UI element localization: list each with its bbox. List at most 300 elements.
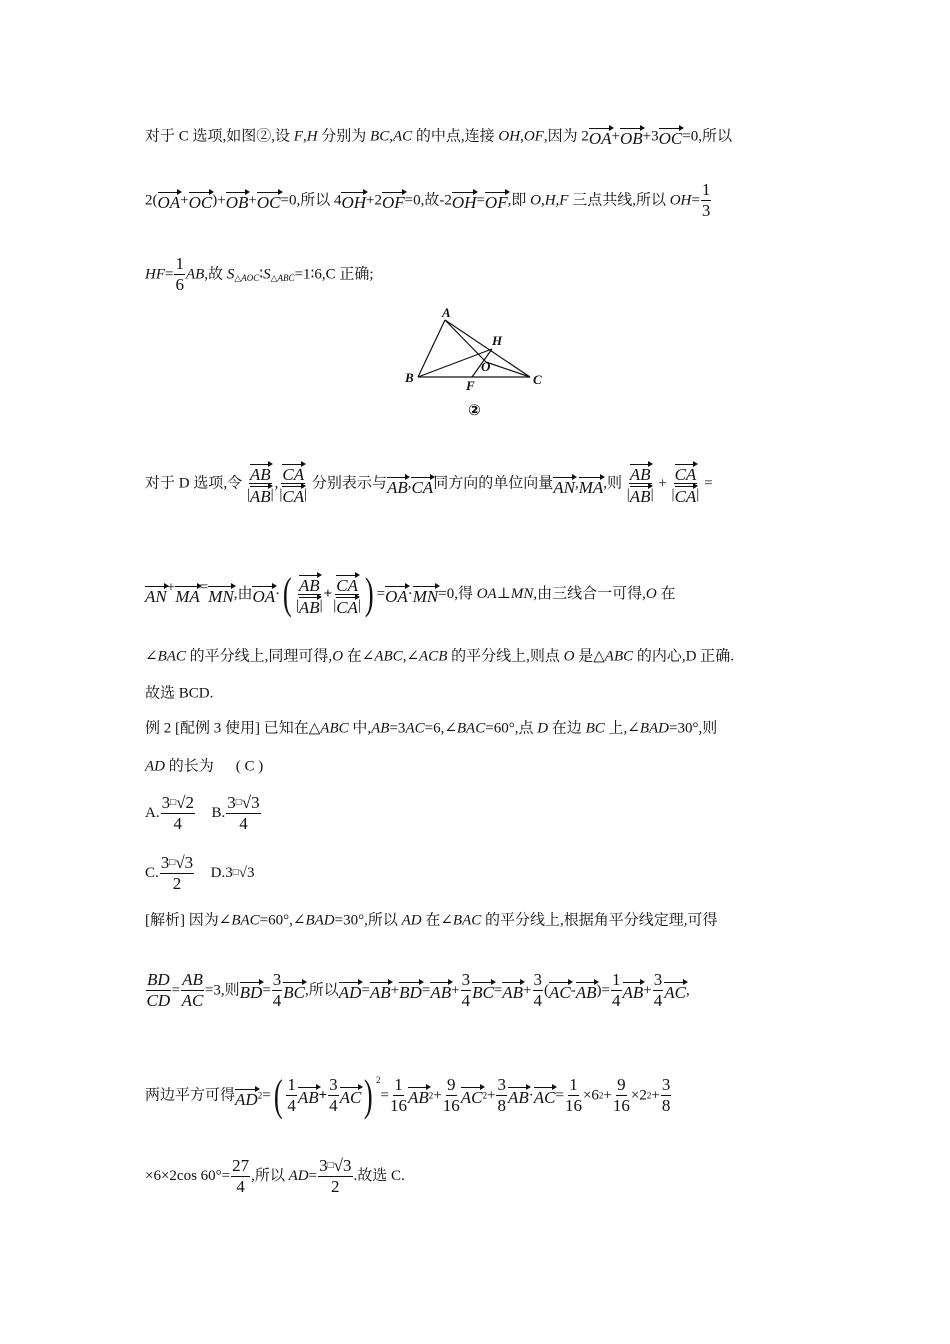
example-2-question-2 <box>145 756 263 777</box>
var: BAC <box>452 912 482 929</box>
text: =0,故-2 <box>404 192 452 209</box>
numerator: BD <box>147 970 170 989</box>
var: O <box>645 586 657 602</box>
text: 3 <box>160 853 170 873</box>
var: BAC <box>456 720 486 737</box>
var: S <box>263 266 271 283</box>
numerator: 1 <box>701 180 711 199</box>
unit-vector-CA <box>333 573 361 616</box>
text: = <box>165 266 174 283</box>
unit-vector-AB <box>247 462 274 505</box>
text: =30°,所以 <box>334 912 402 929</box>
var: O <box>332 648 344 665</box>
numerator: 1 <box>394 1075 403 1095</box>
vector: AC <box>664 980 686 1001</box>
denominator: 16 <box>442 1096 460 1116</box>
subscript: △AOC <box>234 272 260 283</box>
text: | <box>696 486 700 503</box>
text: ×2 <box>630 1087 647 1104</box>
text: =1∶6,C 正确; <box>294 266 374 283</box>
text: 3 <box>161 793 171 813</box>
var: H <box>306 128 318 145</box>
numerator: AB <box>182 970 203 989</box>
vector: OA <box>252 584 275 605</box>
text: ,所以 <box>305 982 339 999</box>
numerator: 3 <box>653 970 663 989</box>
vector: AB <box>576 980 597 1001</box>
solution-line-3 <box>145 254 374 295</box>
text: 的长为 <box>165 758 214 775</box>
text: + <box>487 1087 496 1104</box>
superscript: 2 <box>428 1090 434 1101</box>
denominator: 16 <box>612 1096 630 1116</box>
denominator: 4 <box>533 991 543 1010</box>
vector: OC <box>257 190 281 211</box>
var: OH <box>498 128 521 145</box>
text: ,由 <box>233 586 253 602</box>
text: | <box>333 597 337 613</box>
vector: OB <box>226 190 249 211</box>
vector: AB <box>299 595 320 616</box>
text: 分别为 <box>317 128 371 145</box>
text: ×6 <box>582 1087 599 1104</box>
numerator: 3 <box>497 1075 506 1095</box>
text: 中, <box>348 720 372 737</box>
radical-icon: √ <box>238 865 248 882</box>
numerator: 3 <box>272 970 282 989</box>
var: MN <box>510 586 534 602</box>
text: + <box>318 1087 328 1104</box>
text: ,则 <box>603 475 623 492</box>
text: | <box>671 486 675 503</box>
var: AD <box>145 758 165 775</box>
text: = <box>376 586 386 602</box>
text: 的内心,D 正确. <box>633 648 734 665</box>
text: ⊥ <box>496 586 511 602</box>
vector: MA <box>579 475 604 496</box>
example-2-question <box>145 718 717 739</box>
radical-icon: √ <box>175 853 185 873</box>
superscript: 2 <box>598 1090 604 1101</box>
text: ×6×2cos 60°= <box>145 1168 231 1185</box>
label-C: C <box>533 372 542 387</box>
text: | <box>626 486 630 503</box>
fraction <box>390 1075 407 1116</box>
vector: CA <box>675 484 697 505</box>
text: + <box>611 128 620 145</box>
text: ) <box>596 982 602 999</box>
vector: AB <box>370 980 391 1001</box>
text: | <box>319 597 323 613</box>
text: + <box>658 475 667 492</box>
option-A-label: A. <box>145 805 160 822</box>
text: □ <box>327 1160 334 1172</box>
vector: AB <box>630 462 651 483</box>
text: □ <box>235 797 242 809</box>
vector: CA <box>411 475 433 496</box>
text: =3,则 <box>204 982 240 999</box>
var: BAD <box>639 720 669 737</box>
text: = <box>601 982 610 999</box>
text: = <box>199 579 209 596</box>
text: 两边平方可得 <box>145 1087 236 1104</box>
vector: MN <box>208 584 234 605</box>
var: AC <box>392 128 413 145</box>
radical-icon: √ <box>333 1156 343 1176</box>
superscript: 2 <box>376 1075 381 1085</box>
text: 在∠ <box>343 648 375 665</box>
var: OH <box>669 192 692 209</box>
denominator: 8 <box>661 1096 671 1116</box>
text: = <box>691 192 700 209</box>
text: , <box>302 128 307 145</box>
fraction <box>461 970 472 1011</box>
answer: ( C ) <box>235 758 264 775</box>
analysis-line-3 <box>145 1070 672 1118</box>
left-paren: ( <box>273 1070 283 1120</box>
numerator: 1 <box>287 1075 296 1095</box>
text: 3 <box>343 1156 352 1176</box>
var: ABC <box>320 720 349 737</box>
subscript: △ABC <box>270 272 295 283</box>
var: AB <box>185 266 205 283</box>
denominator: 8 <box>497 1096 506 1116</box>
vector: AC <box>549 980 571 1001</box>
fraction <box>181 970 204 1011</box>
text: 3 <box>227 793 236 813</box>
text: =0,得 <box>438 586 477 602</box>
text: =30°,则 <box>668 720 718 737</box>
vector: AB <box>623 980 644 1001</box>
option-D-label: D.3 <box>210 865 233 882</box>
left-paren: ( <box>283 569 292 618</box>
text: + <box>166 579 176 596</box>
vector: OF <box>485 190 508 211</box>
denominator: AC <box>181 991 204 1010</box>
text: - <box>570 982 576 999</box>
denominator: 6 <box>175 275 184 294</box>
numerator: 1 <box>175 254 184 273</box>
option-C-value <box>160 852 194 894</box>
text: ,由三线合一可得, <box>533 586 646 602</box>
vector: AN <box>145 584 167 605</box>
fraction <box>443 1075 460 1116</box>
text: [解析] 因为∠ <box>145 912 232 929</box>
text: | <box>304 486 308 503</box>
vector: CA <box>336 595 358 616</box>
text: , <box>520 128 524 145</box>
vector: AC <box>534 1085 556 1106</box>
fraction <box>328 1075 339 1116</box>
label-A: A <box>442 305 451 320</box>
superscript: 2 <box>257 1090 263 1101</box>
numerator: 1 <box>569 1075 578 1095</box>
vector: CA <box>336 573 358 594</box>
var: OF <box>523 128 544 145</box>
text: □ <box>170 797 177 809</box>
text: )+ <box>212 192 226 209</box>
vector: AB <box>408 1085 429 1106</box>
unit-vector-AB <box>627 462 654 505</box>
text: □ <box>232 867 239 879</box>
denominator: 4 <box>653 991 663 1010</box>
text: + <box>603 1087 612 1104</box>
text: ,即 <box>507 192 531 209</box>
vector: AB <box>299 573 320 594</box>
denominator: 16 <box>564 1096 582 1116</box>
var: BC <box>370 128 390 145</box>
var: HF <box>145 266 165 283</box>
text: | <box>357 597 361 613</box>
text: +2 <box>366 192 382 209</box>
text: 同方向的单位向量 <box>433 475 554 492</box>
var: BC <box>585 720 605 737</box>
text: =60°,点 <box>485 720 538 737</box>
solution-line-2 <box>145 180 712 221</box>
text: | <box>270 486 274 503</box>
text: 对于 C 选项,如图②,设 <box>145 128 294 145</box>
analysis-line-1 <box>145 910 718 931</box>
vector: OF <box>382 190 405 211</box>
numerator: 3 <box>533 970 543 989</box>
numerator: 9 <box>447 1075 456 1095</box>
text: 例 2 [配例 3 使用] 已知在△ <box>145 720 321 737</box>
numerator: 1 <box>612 970 621 989</box>
fraction <box>661 1075 672 1116</box>
fraction <box>231 1156 250 1197</box>
var: BAD <box>305 912 335 929</box>
text: + <box>643 982 652 999</box>
vector: AB <box>430 980 451 1001</box>
var: O <box>563 648 575 665</box>
text: | <box>295 597 299 613</box>
text: = <box>476 192 485 209</box>
text: | <box>279 486 283 503</box>
text: 在边 <box>548 720 586 737</box>
text: | <box>246 486 250 503</box>
vector: AC <box>461 1085 483 1106</box>
text: 3 <box>184 853 194 873</box>
vector: AD <box>235 1087 258 1108</box>
text: =0,所以 4 <box>280 192 342 209</box>
option-B-value <box>226 792 260 834</box>
vector: AB <box>502 980 523 1001</box>
vector: OH <box>341 190 366 211</box>
text: ( <box>544 982 550 999</box>
solution-line-6 <box>145 646 734 667</box>
text: + <box>390 982 400 999</box>
option-B-label: B. <box>211 805 226 822</box>
text: =6,∠ <box>424 720 457 737</box>
text: 的平分线上,同理可得, <box>185 648 333 665</box>
solution-line-7 <box>145 683 213 704</box>
var: ABC <box>374 648 403 665</box>
options-row-1 <box>145 792 262 834</box>
label-F: F <box>466 378 475 393</box>
text: + <box>248 192 257 209</box>
numerator: 3 <box>329 1075 338 1095</box>
option-A-value <box>161 792 195 834</box>
text: 分别表示与 <box>311 475 387 492</box>
vector: BD <box>240 980 263 1001</box>
text: · <box>407 586 413 602</box>
text: + <box>433 1087 442 1104</box>
right-paren: ) <box>364 1070 374 1120</box>
text: = <box>421 982 431 999</box>
radical-icon: √ <box>241 793 252 813</box>
text: 在 <box>656 586 676 602</box>
text: = <box>262 1087 271 1104</box>
vector: BC <box>472 980 494 1001</box>
right-paren: ) <box>364 569 374 618</box>
text: 2 <box>185 793 194 813</box>
text: , <box>389 128 393 145</box>
vector: MA <box>175 584 200 605</box>
vector: OA <box>589 126 612 147</box>
unit-vector-AB <box>296 573 323 616</box>
text: =60°,∠ <box>259 912 306 929</box>
numerator: 3 <box>461 970 471 989</box>
text: +3 <box>642 128 659 145</box>
vector: MN <box>413 584 439 605</box>
text: ∠ <box>145 648 158 665</box>
text: + <box>323 586 333 602</box>
fraction <box>318 1155 352 1197</box>
vector: BC <box>283 980 305 1001</box>
text: + <box>180 192 189 209</box>
var: ABC <box>604 648 634 665</box>
vector: OB <box>620 126 643 147</box>
text: 的中点,连接 <box>412 128 499 145</box>
denominator: 4 <box>461 991 471 1010</box>
text: | <box>650 486 654 503</box>
text: · <box>275 586 281 602</box>
var: AD <box>401 912 422 929</box>
vector: OA <box>158 190 181 211</box>
text: ∶ <box>259 266 264 283</box>
vector: OH <box>452 190 477 211</box>
vector: AB <box>250 462 271 483</box>
fraction <box>496 1075 507 1116</box>
var: D <box>537 720 549 737</box>
denominator: 4 <box>329 1096 338 1116</box>
denominator: 3 <box>701 201 711 220</box>
vector: AN <box>553 475 575 496</box>
unit-vector-CA <box>279 462 307 505</box>
var: AC <box>405 720 425 737</box>
var: S <box>226 266 235 283</box>
vector: AB <box>298 1085 319 1106</box>
superscript: 2 <box>646 1090 652 1101</box>
denominator: 4 <box>236 1176 245 1196</box>
fraction <box>613 1075 630 1116</box>
option-C-label: C. <box>145 865 159 882</box>
text: , <box>574 475 579 492</box>
text: 3 <box>247 865 255 882</box>
label-O: O <box>481 359 491 374</box>
var: BAC <box>157 648 186 665</box>
text: · <box>528 1087 534 1104</box>
text: ,∠ <box>402 648 420 665</box>
denominator: 2 <box>172 874 182 894</box>
text: .故选 C. <box>353 1168 405 1185</box>
fraction <box>146 970 171 1011</box>
vector: AB <box>508 1085 529 1106</box>
text: =0,所以 <box>682 128 732 145</box>
denominator: 4 <box>173 814 183 834</box>
text: □ <box>169 857 176 869</box>
label-B: B <box>405 370 414 385</box>
vector: OC <box>189 190 213 211</box>
text: 的平分线上,根据角平分线定理,可得 <box>481 912 718 929</box>
text: = <box>361 982 370 999</box>
text: 三点共线,所以 <box>568 192 670 209</box>
triangle-figure <box>400 305 550 430</box>
vector: AD <box>339 980 362 1001</box>
text: 在∠ <box>421 912 453 929</box>
unit-vector-CA <box>672 462 700 505</box>
label-H: H <box>492 333 503 348</box>
text: 的平分线上,则点 <box>447 648 564 665</box>
var: O,H,F <box>530 192 569 209</box>
fraction <box>611 970 622 1011</box>
fraction <box>653 970 664 1011</box>
text: 对于 D 选项,令 <box>145 475 243 492</box>
vector: OA <box>385 584 408 605</box>
vector: AB <box>387 475 408 496</box>
text: , <box>685 982 690 999</box>
superscript: 2 <box>482 1090 487 1101</box>
analysis-line-4 <box>145 1155 405 1197</box>
denominator: 4 <box>239 814 248 834</box>
var: ACB <box>419 648 448 665</box>
text: , <box>274 475 279 492</box>
analysis-line-2 <box>145 970 690 1011</box>
text: ,所以 <box>251 1168 289 1185</box>
text: + <box>523 982 532 999</box>
denominator: 16 <box>390 1096 408 1116</box>
text: 上,∠ <box>604 720 640 737</box>
var: BAC <box>231 912 260 929</box>
denominator: 4 <box>612 991 621 1010</box>
text: = <box>262 982 271 999</box>
vector: AC <box>340 1085 362 1106</box>
triangle-diagram <box>400 305 550 425</box>
vector: OC <box>659 126 683 147</box>
text: 3 <box>319 1156 328 1176</box>
options-row-2 <box>145 852 255 894</box>
fraction <box>286 1075 297 1116</box>
fraction <box>565 1075 582 1116</box>
vector: CA <box>282 462 304 483</box>
vector: CA <box>675 462 697 483</box>
denominator: 4 <box>272 991 282 1010</box>
text: 是△ <box>574 648 605 665</box>
fraction <box>533 970 544 1011</box>
text: 2( <box>145 192 158 209</box>
fraction <box>701 180 712 221</box>
text: 3 <box>251 793 260 813</box>
var: AD <box>288 1168 309 1185</box>
numerator: 27 <box>232 1155 250 1175</box>
var: F <box>293 128 303 145</box>
denominator: CD <box>146 991 171 1010</box>
text: ,故 <box>204 266 227 283</box>
text: + <box>451 982 460 999</box>
text: = <box>555 1087 564 1104</box>
solution-line-5 <box>145 569 676 618</box>
fraction <box>174 254 185 295</box>
